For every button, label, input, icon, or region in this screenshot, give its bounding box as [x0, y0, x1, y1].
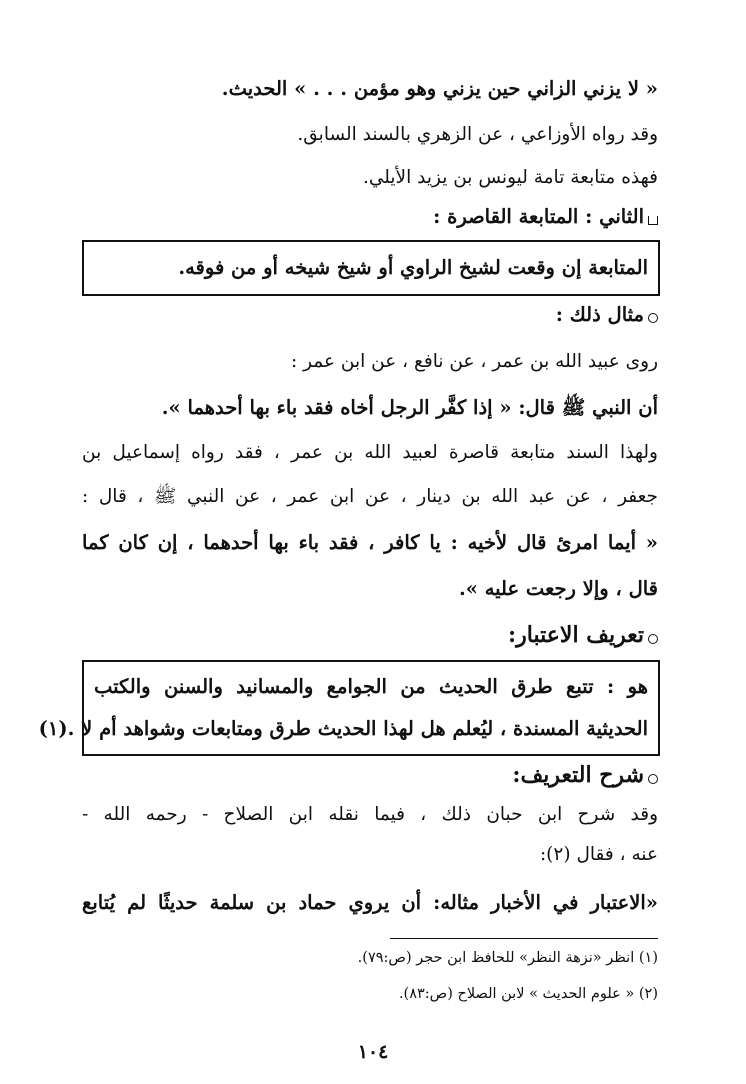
circle-bullet-icon	[648, 634, 658, 644]
definition-text: الحديثية المسندة ، ليُعلم هل لهذا الحديث طرق ومتابعات وشواهد أم لا .(١)	[38, 717, 648, 740]
hadith-line: « لا يزني الزاني حين يزني وهو مؤمن . . . » الحديث.	[221, 77, 658, 100]
definition-box-itibar	[38, 660, 660, 756]
footnote-divider	[390, 938, 658, 939]
text-line: روى عبيد الله بن عمر ، عن نافع ، عن ابن عمر :	[290, 351, 658, 372]
section-heading-itibar: تعريف الاعتبار:	[508, 620, 658, 650]
definition-text: المتابعة إن وقعت لشيخ الراوي أو شيخ شيخه أو من فوقه.	[178, 256, 648, 279]
definition-box-mutabaa	[82, 240, 660, 296]
section-heading-second: الثاني : المتابعة القاصرة :	[433, 202, 658, 232]
footnote: (٢) « علوم الحديث » لابن الصلاح (ص:٨٣).	[398, 986, 658, 1002]
section-heading-sharh: شرح التعريف:	[512, 760, 658, 790]
text-line: وقد رواه الأوزاعي ، عن الزهري بالسند السابق.	[297, 124, 658, 145]
text-line: وقد شرح ابن حبان ذلك ، فيما نقله ابن الصلاح - رحمه الله -	[82, 804, 658, 825]
footnote: (١) انظر «نزهة النظر» للحافظ ابن حجر (ص:٧٩).	[357, 950, 658, 966]
text-line: فهذه متابعة تامة ليونس بن يزيد الأيلي.	[362, 167, 658, 188]
hadith-line: « أيما امرئ قال لأخيه : يا كافر ، فقد باء بها أحدهما ، إن كان كما	[82, 531, 658, 554]
definition-text: هو : تتبع طرق الحديث من الجوامع والمسانيد والسنن والكتب	[94, 675, 648, 698]
text-line: جعفر ، عن عبد الله بن دينار ، عن ابن عمر ، عن النبي ﷺ ، قال :	[82, 486, 658, 507]
text-line: عنه ، فقال (٢):	[539, 844, 658, 865]
circle-bullet-icon	[648, 313, 658, 323]
square-bullet-icon	[648, 216, 658, 225]
text-line: ولهذا السند متابعة قاصرة لعبيد الله بن عمر ، فقد رواه إسماعيل بن	[82, 442, 658, 463]
hadith-line: قال ، وإلا رجعت عليه ».	[458, 577, 658, 600]
page-number: ١٠٤	[357, 1041, 389, 1063]
quote-line: «الاعتبار في الأخبار مثاله: أن يروي حماد بن سلمة حديثًا لم يُتابع	[82, 891, 658, 914]
section-heading-example: مثال ذلك :	[556, 300, 658, 330]
hadith-line: أن النبي ﷺ قال: « إذا كفَّر الرجل أخاه فقد باء بها أحدهما ».	[161, 396, 658, 419]
circle-bullet-icon	[648, 774, 658, 784]
